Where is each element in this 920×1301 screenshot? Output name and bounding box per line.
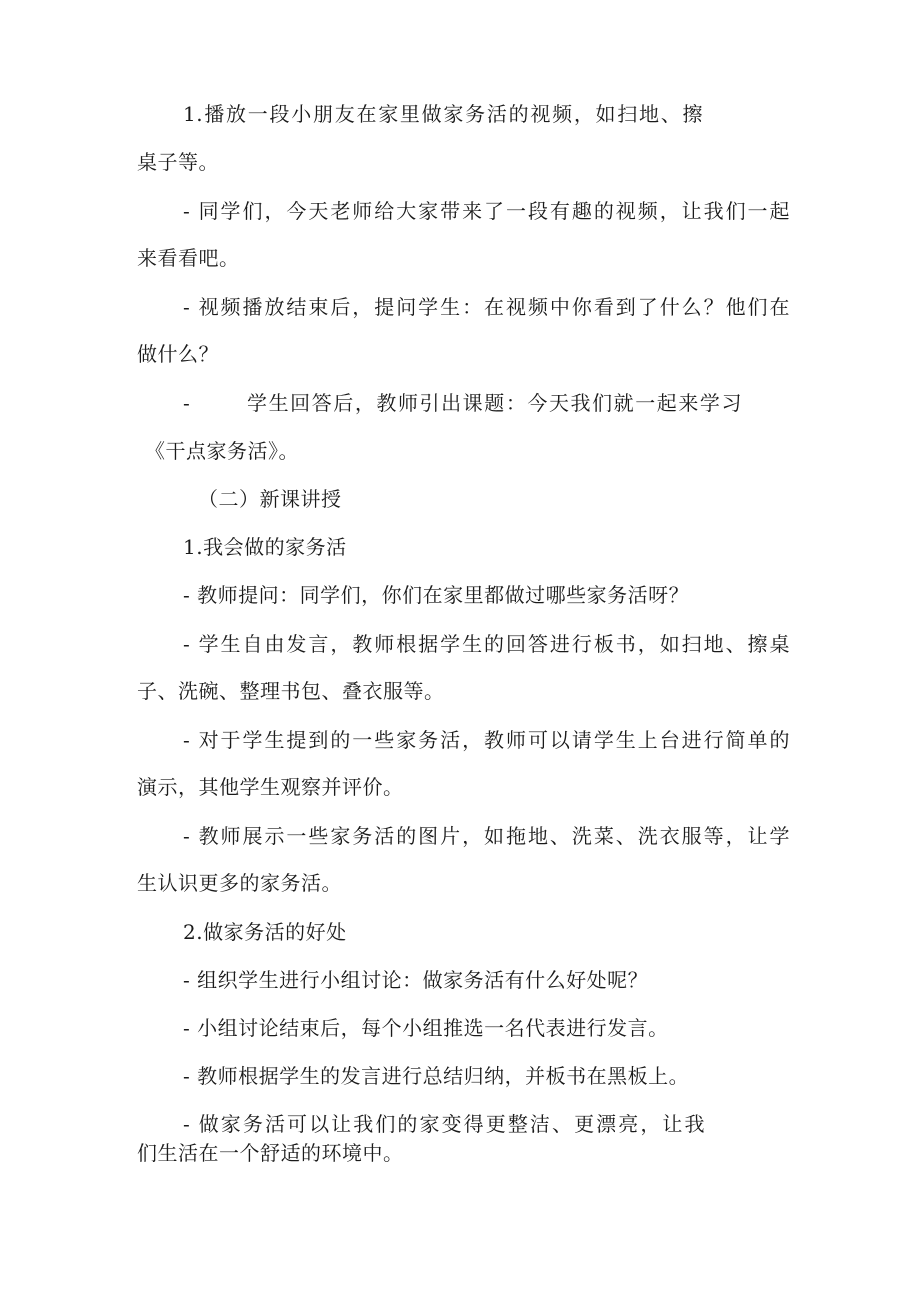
paragraph-line: 1.播放一段小朋友在家里做家务活的视频，如扫地、擦 [183, 102, 703, 126]
paragraph-line: 学生回答后，教师引出课题：今天我们就一起来学习 [247, 391, 742, 415]
section-heading: （二）新课讲授 [198, 487, 342, 511]
paragraph-line: - 学生自由发言，教师根据学生的回答进行板书，如扫地、擦桌 [183, 632, 790, 656]
paragraph-line: 们生活在一个舒适的环境中。 [137, 1141, 404, 1165]
paragraph-line: 做什么？ [137, 342, 219, 366]
paragraph-line: - 教师提问：同学们，你们在家里都做过哪些家务活呀？ [183, 583, 690, 607]
paragraph-line: - 组织学生进行小组讨论：做家务活有什么好处呢？ [183, 968, 649, 992]
paragraph-line: - 教师根据学生的发言进行总结归纳，并板书在黑板上。 [183, 1064, 690, 1088]
paragraph-line: - 做家务活可以让我们的家变得更整洁、更漂亮，让我 [183, 1112, 705, 1136]
paragraph-line: - 小组讨论结束后，每个小组推选一名代表进行发言。 [183, 1016, 669, 1040]
paragraph-line: - 同学们，今天老师给大家带来了一段有趣的视频，让我们一起 [183, 199, 790, 223]
paragraph-line: - [183, 391, 191, 415]
book-title-line: 《干点家务活》。 [145, 439, 299, 463]
subsection-heading: 2.做家务活的好处 [183, 920, 347, 944]
paragraph-line: 来看看吧。 [137, 246, 240, 270]
subsection-heading: 1.我会做的家务活 [183, 535, 347, 559]
paragraph-line: 演示，其他学生观察并评价。 [137, 775, 404, 799]
paragraph-line: - 教师展示一些家务活的图片，如拖地、洗菜、洗衣服等，让学 [183, 824, 790, 848]
paragraph-line: 生认识更多的家务活。 [137, 871, 342, 895]
paragraph-line: 子、洗碗、整理书包、叠衣服等。 [137, 679, 445, 703]
paragraph-line: 桌子等。 [137, 150, 219, 174]
paragraph-line: - 对于学生提到的一些家务活，教师可以请学生上台进行简单的 [183, 728, 790, 752]
paragraph-line: - 视频播放结束后，提问学生：在视频中你看到了什么？他们在 [183, 295, 790, 319]
